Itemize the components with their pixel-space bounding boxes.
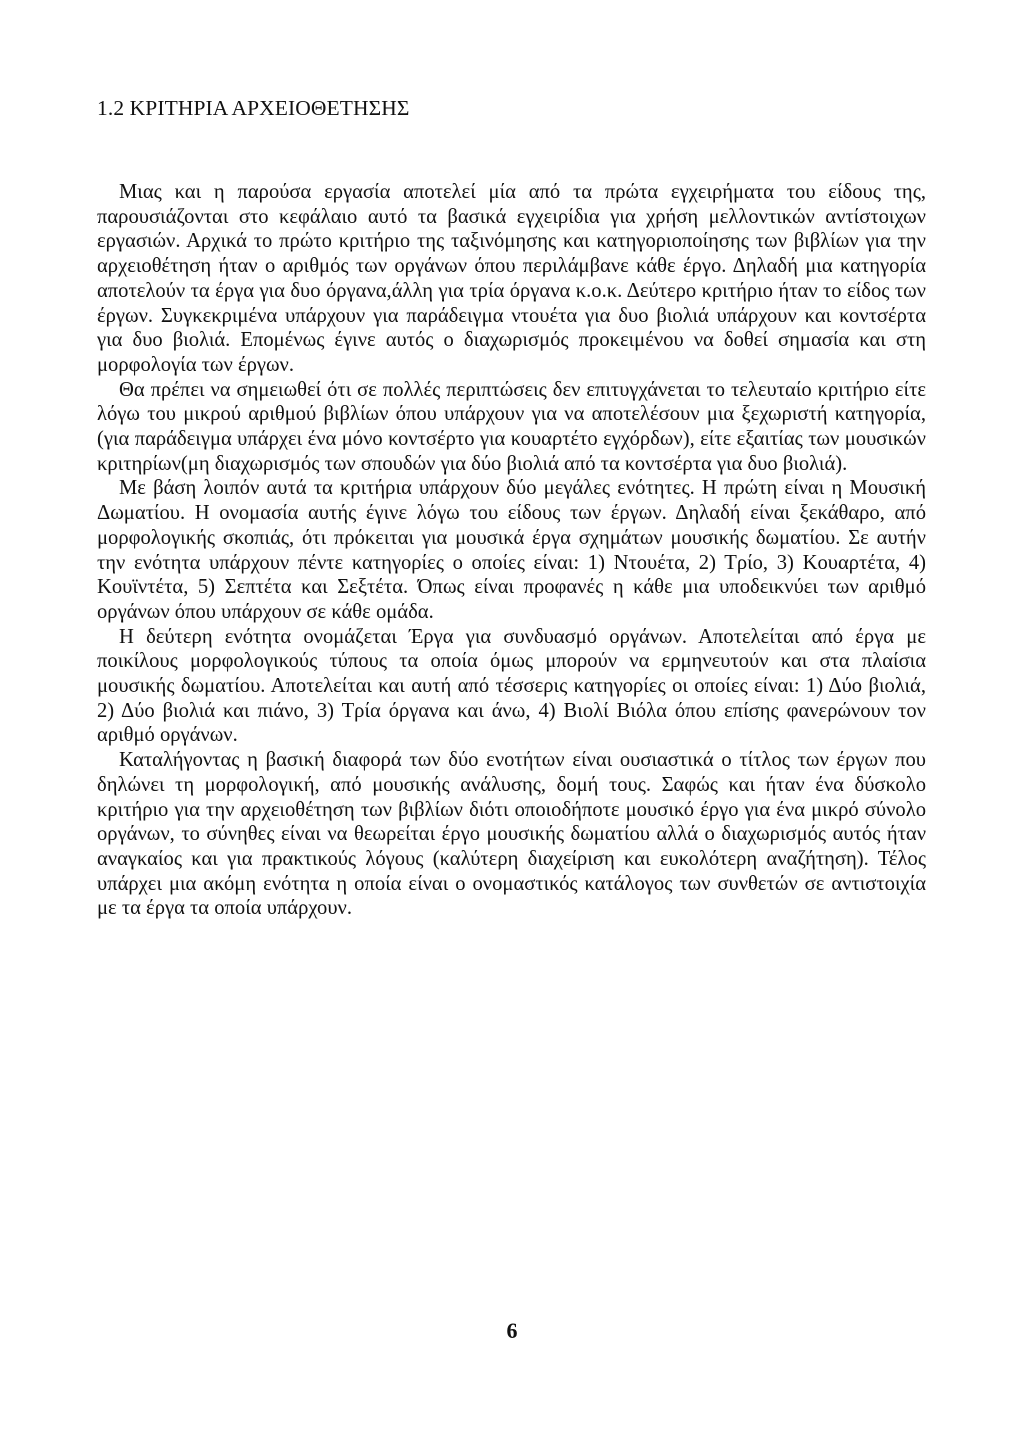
paragraph-3: Με βάση λοιπόν αυτά τα κριτήρια υπάρχουν δύο μεγάλες ενότητες. Η πρώτη είναι η Μουσική Δωματίου. Η ονομασία αυτής έγινε λόγω του είδους των έργων. Δηλαδή είναι ξεκάθαρο, από μορφολογικής σκοπιάς, ότι πρόκειται για μουσικά έργα σχημάτων μουσικής δωματίου. Σε αυτήν την ενότητα υπάρχουν πέντε κατηγορίες ο οποίες είναι: 1) Ντουέτα, 2) Τρίο, 3) Κουαρτέτα, 4) Κουϊντέτα, 5) Σεπτέτα και Σεξτέτα. Όπως είναι προφανές η κάθε μια υποδεικνύει των αριθμό οργάνων όπου υπάρχουν σε κάθε ομάδα.: [97, 477, 926, 623]
page-number: 6: [506, 1318, 518, 1343]
paragraph-2: Θα πρέπει να σημειωθεί ότι σε πολλές περιπτώσεις δεν επιτυγχάνεται το τελευταίο κριτήριο είτε λόγω του μικρού αριθμού βιβλίων όπου υπάρχουν για να αποτελέσουν μια ξεχωριστή κατηγορία, (για παράδειγμα υπάρχει ένα μόνο κοντσέρτο για κουαρτέτο εγχόρδων), είτε εξαιτίας των μουσικών κριτηρίων(μη διαχωρισμός των σπουδών για δύο βιολιά από τα κοντσέρτα για δυο βιολιά).: [97, 378, 926, 475]
paragraph-4: Η δεύτερη ενότητα ονομάζεται Έργα για συνδυασμό οργάνων. Αποτελείται από έργα με ποικίλους μορφολογικούς τύπους τα οποία όμως μπορούν να ερμηνευτούν και στα πλαίσια μουσικής δωματίου. Αποτελείται και αυτή από τέσσερις κατηγορίες οι οποίες είναι: 1) Δύο βιολιά, 2) Δύο βιολιά και πιάνο, 3) Τρία όργανα και άνω, 4) Βιολί Βιόλα όπου επίσης φανερώνουν τον αριθμό οργάνων.: [97, 625, 926, 747]
body-text: [97, 180, 926, 921]
section-heading: 1.2 ΚΡΙΤΗΡΙΑ ΑΡΧΕΙΟΘΕΤΗΣΗΣ: [97, 96, 410, 120]
paragraph-5: Καταλήγοντας η βασική διαφορά των δύο ενοτήτων είναι ουσιαστικά ο τίτλος των έργων που δηλώνει τη μορφολογική, από μουσικής ανάλυσης, δομή τους. Σαφώς και ήταν ένα δύσκολο κριτήριο για την αρχειοθέτηση των βιβλίων διότι οποιοδήποτε μουσικό έργο για ένα μικρό σύνολο οργάνων, το σύνηθες είναι να θεωρείται έργο μουσικής δωματίου αλλά ο διαχωρισμός αυτός ήταν αναγκαίος και για πρακτικούς λόγους (καλύτερη διαχείριση και ευκολότερη αναζήτηση). Τέλος υπάρχει μια ακόμη ενότητα η οποία είναι ο ονομαστικός κατάλογος των συνθετών σε αντιστοιχία με τα έργα τα οποία υπάρχουν.: [97, 749, 926, 920]
paragraph-1: Μιας και η παρούσα εργασία αποτελεί μία από τα πρώτα εγχειρήματα του είδους της, παρουσιάζονται στο κεφάλαιο αυτό τα βασικά εγχειρίδια για χρήση μελλοντικών αντίστοιχων εργασιών. Αρχικά το πρώτο κριτήριο της ταξινόμησης και κατηγοριοποίησης των βιβλίων για την αρχειοθέτηση ήταν ο αριθμός των οργάνων όπου περιλάμβανε κάθε έργο. Δηλαδή μια κατηγορία αποτελούν τα έργα για δυο όργανα,άλλη για τρία όργανα κ.ο.κ. Δεύτερο κριτήριο ήταν το είδος των έργων. Συγκεκριμένα υπάρχουν για παράδειγμα ντουέτα για δυο βιολιά υπάρχουν και κοντσέρτα για δυο βιολιά. Επομένως έγινε αυτός ο διαχωρισμός προκειμένου να δοθεί σημασία και στη μορφολογία των έργων.: [97, 181, 926, 376]
